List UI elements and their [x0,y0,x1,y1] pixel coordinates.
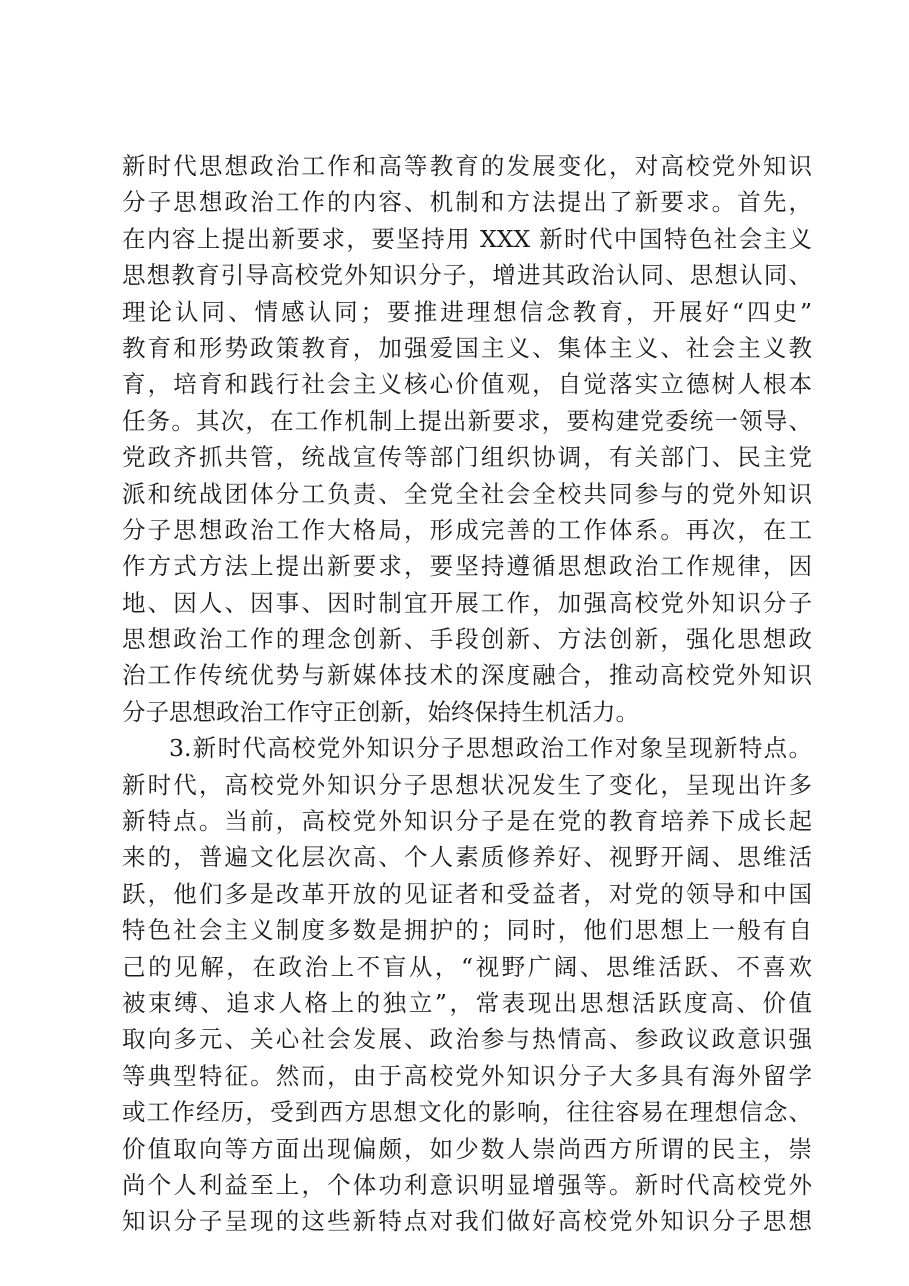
text-line: 取向多元、关心社会发展、政治参与热情高、参政议政意识强 [122,1025,812,1054]
text-line: 尚个人利益至上，个体功利意识明显增强等。新时代高校党外 [122,1170,812,1199]
text-line: 在内容上提出新要求，要坚持用 XXX 新时代中国特色社会主义 [122,224,812,253]
text-line: 等典型特征。然而，由于高校党外知识分子大多具有海外留学 [122,1061,812,1090]
text-line: 党政齐抓共管，统战宣传等部门组织协调，有关部门、民主党 [122,443,812,472]
text-line: 来的，普遍文化层次高、个人素质修养好、视野开阔、思维活 [122,843,812,872]
text-line: 任务。其次，在工作机制上提出新要求，要构建党委统一领导、 [122,406,812,435]
text-line: 被束缚、追求人格上的独立”，常表现出思想活跃度高、价值 [122,988,812,1017]
text-line: 思想教育引导高校党外知识分子，增进其政治认同、思想认同、 [122,261,812,290]
body-text [122,148,812,1240]
text-line: 新时代思想政治工作和高等教育的发展变化，对高校党外知识 [122,152,812,180]
text-line: 新特点。当前，高校党外知识分子是在党的教育培养下成长起 [122,807,812,836]
text-line: 特色社会主义制度多数是拥护的；同时，他们思想上一般有自 [122,916,812,945]
text-line: 思想政治工作的理念创新、手段创新、方法创新，强化思想政 [122,625,812,654]
text-line: 育，培育和践行社会主义核心价值观，自觉落实立德树人根本 [122,370,812,399]
text-line: 分子思想政治工作的内容、机制和方法提出了新要求。首先， [122,188,812,217]
text-line: 理论认同、情感认同；要推进理想信念教育，开展好“四史” [122,297,812,326]
text-line: 己的见解，在政治上不盲从，“视野广阔、思维活跃、不喜欢 [122,952,812,981]
text-line: 作方式方法上提出新要求，要坚持遵循思想政治工作规律，因 [122,552,812,581]
text-line: 知识分子呈现的这些新特点对我们做好高校党外知识分子思想 [122,1207,812,1236]
text-line: 或工作经历，受到西方思想文化的影响，往往容易在理想信念、 [122,1098,812,1127]
text-line: 教育和形势政策教育，加强爱国主义、集体主义、社会主义教 [122,333,812,362]
text-line: 分子思想政治工作大格局，形成完善的工作体系。再次，在工 [122,515,812,544]
text-line: 价值取向等方面出现偏颇，如少数人崇尚西方所谓的民主，崇 [122,1134,812,1163]
text-line: 派和统战团体分工负责、全党全社会全校共同参与的党外知识 [122,479,812,508]
paragraph-last-line: 分子思想政治工作守正创新，始终保持生机活力。 [122,697,639,726]
text-line: 新时代，高校党外知识分子思想状况发生了变化，呈现出许多 [122,770,812,799]
text-line: 跃，他们多是改革开放的见证者和受益者，对党的领导和中国 [122,879,812,908]
text-line: 地、因人、因事、因时制宜开展工作，加强高校党外知识分子 [122,588,812,617]
section-heading-line: 3.新时代高校党外知识分子思想政治工作对象呈现新特点。 [169,734,812,763]
text-line: 治工作传统优势与新媒体技术的深度融合，推动高校党外知识 [122,661,812,690]
